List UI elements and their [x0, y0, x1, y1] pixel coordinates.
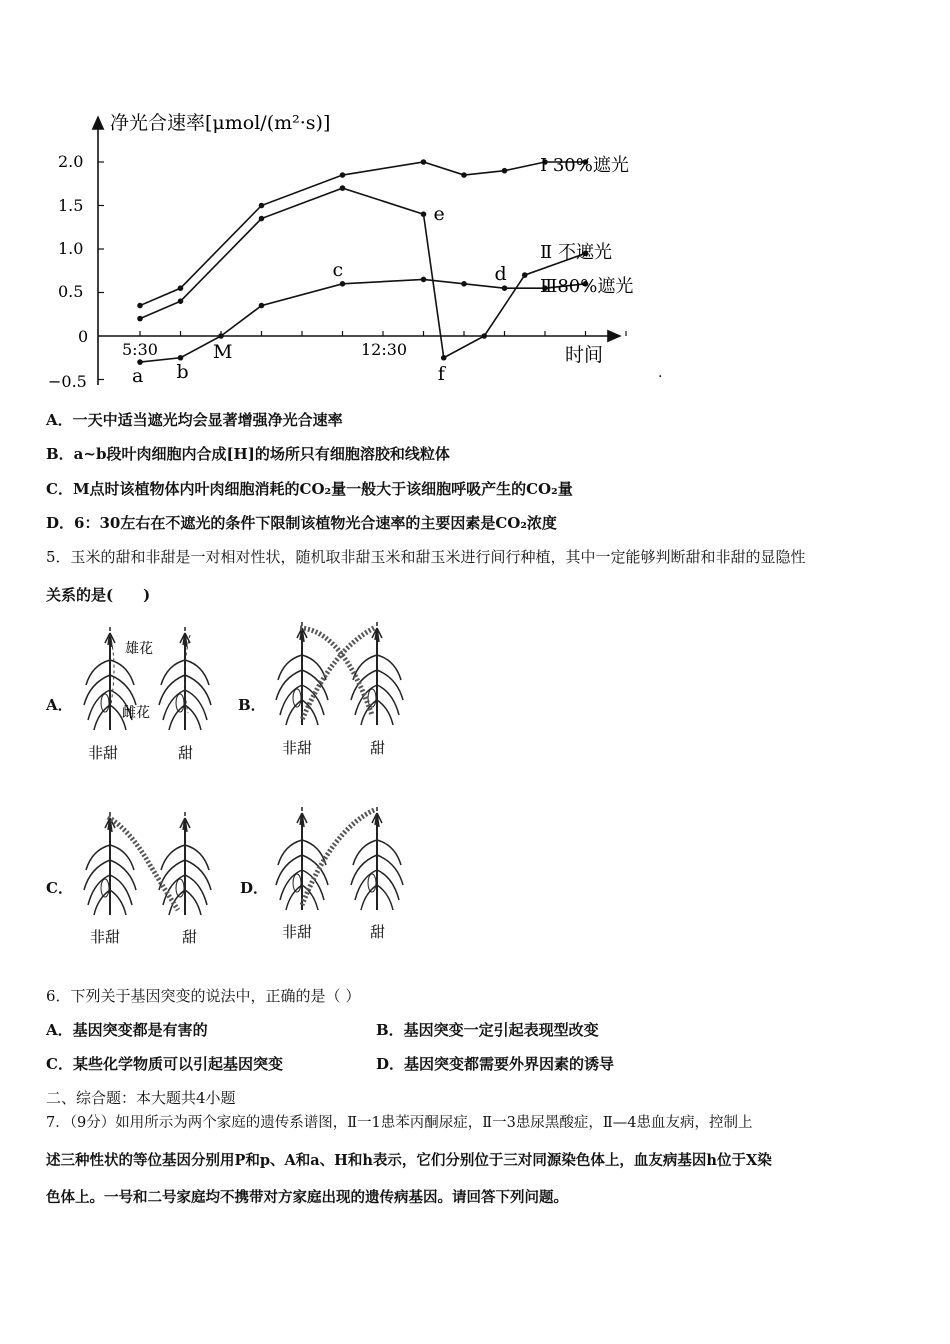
q5-stem-line1: 5．玉米的甜和非甜是一对相对性状，随机取非甜玉米和甜玉米进行间行种植，其中一定能够判断甜和非甜的显隐性: [46, 548, 806, 566]
legend-series-3: Ⅲ80%遮光: [540, 276, 634, 297]
series-3-point-1: [178, 355, 184, 361]
annotation-M: M: [213, 341, 233, 363]
label-sweet: 甜: [178, 744, 194, 762]
y-tick-label-15: 1.5: [58, 196, 84, 215]
annotation-e: e: [433, 203, 445, 226]
corn-illustration-a: [70, 625, 230, 765]
label-nonsweet: 非甜: [282, 923, 313, 941]
section-2-heading: 二、综合题：本大题共4小题: [46, 1089, 236, 1107]
label-sweet: 甜: [370, 739, 386, 757]
y-tick-label-05: 0.5: [58, 282, 84, 301]
q4-option-b: B．a~b段叶肉细胞内合成[H]的场所只有细胞溶胶和线粒体: [46, 445, 450, 463]
annotation-c: c: [332, 258, 344, 281]
series-line-2: [140, 188, 586, 358]
corn-illustration-c: [70, 805, 230, 950]
series-3-point-5: [421, 277, 427, 283]
stray-dot: .: [658, 365, 663, 381]
corn-illustration-d: [262, 800, 422, 945]
q6-option-b: B．基因突变一定引起表现型改变: [376, 1021, 599, 1039]
corn-illustration-b: [262, 620, 422, 760]
series-2-point-4: [421, 211, 427, 217]
q7-line3: 色体上。一号和二号家庭均不携带对方家庭出现的遗传病基因。请回答下列问题。: [46, 1189, 568, 1206]
q6-option-d: D．基因突变都需要外界因素的诱导: [376, 1055, 615, 1073]
y-tick-label-10: 1.0: [58, 239, 84, 258]
series-2-point-0: [137, 316, 143, 322]
annotation-d: d: [494, 263, 507, 286]
y-tick-label-0: 0: [78, 327, 89, 346]
q7-line1: 7．（9分）如用所示为两个家庭的遗传系谱图，Ⅱ一1患苯丙酮尿症，Ⅱ一3患尿黑酸症，Ⅱ—4患血友病，控制上: [46, 1115, 753, 1131]
label-nonsweet: 非甜: [88, 744, 119, 762]
label-nonsweet: 非甜: [282, 739, 313, 757]
label-sweet: 甜: [182, 928, 198, 946]
y-axis-label: 净光合速率[μmol/(m²·s)]: [110, 112, 331, 134]
y-tick-label-20: 2.0: [58, 152, 84, 171]
q4-option-c: C．M点时该植物体内叶肉细胞消耗的CO₂量一般大于该细胞呼吸产生的CO₂量: [46, 480, 573, 498]
q6-option-a: A．基因突变都是有害的: [46, 1021, 208, 1039]
q5-option-b-label: B．: [238, 696, 266, 714]
q6-stem: 6．下列关于基因突变的说法中，正确的是（ ）: [46, 987, 361, 1005]
label-nonsweet: 非甜: [90, 928, 121, 946]
female-flower-label: 雌花: [122, 705, 150, 721]
series-1-point-0: [137, 303, 143, 309]
series-2-point-1: [178, 298, 184, 304]
annotation-f: f: [437, 362, 445, 385]
legend-series-1: Ⅰ 30%遮光: [540, 155, 629, 176]
x-axis-label: 时间: [565, 344, 604, 366]
series-1-point-5: [461, 172, 467, 178]
photosynthesis-chart: [40, 105, 680, 395]
q4-option-d: D．6：30左右在不遮光的条件下限制该植物光合速率的主要因素是CO₂浓度: [46, 514, 557, 532]
y-tick-label-neg05: −0.5: [48, 372, 87, 391]
series-2-point-2: [259, 216, 265, 222]
q4-option-a: A．一天中适当遮光均会显著增强净光合速率: [46, 411, 343, 429]
series-3-point-4: [340, 281, 346, 287]
series-3-point-2: [218, 333, 224, 339]
annotation-b: b: [176, 360, 189, 383]
series-1-point-4: [421, 159, 427, 165]
q5-option-a-label: A．: [46, 696, 73, 714]
male-flower-label: 雄花: [125, 641, 153, 657]
series-1-point-1: [178, 285, 184, 291]
series-1-point-3: [340, 172, 346, 178]
series-1-point-2: [259, 203, 265, 209]
series-3-point-7: [502, 285, 508, 291]
series-3-point-3: [259, 303, 265, 309]
q6-option-c: C．某些化学物质可以引起基因突变: [46, 1055, 283, 1073]
q5-stem-line2: 关系的是( ): [46, 586, 151, 604]
q5-option-c-label: C．: [46, 879, 73, 897]
q7-line2: 述三种性状的等位基因分别用P和p、A和a、H和h表示，它们分别位于三对同源染色体上，血友病基因h位于X染: [46, 1152, 772, 1169]
series-1-point-6: [502, 168, 508, 174]
series-3-point-6: [461, 281, 467, 287]
series-2-point-6: [481, 333, 487, 339]
series-2-point-7: [522, 272, 528, 278]
x-tick-label-1230: 12:30: [361, 340, 408, 359]
annotation-a: a: [132, 365, 144, 388]
q5-option-d-label: D．: [240, 879, 269, 897]
label-sweet: 甜: [370, 923, 386, 941]
series-3-point-0: [137, 359, 143, 365]
legend-series-2: Ⅱ 不遮光: [540, 242, 612, 263]
x-tick-label-530: 5:30: [122, 340, 158, 359]
series-2-point-5: [441, 355, 447, 361]
series-2-point-3: [340, 185, 346, 191]
